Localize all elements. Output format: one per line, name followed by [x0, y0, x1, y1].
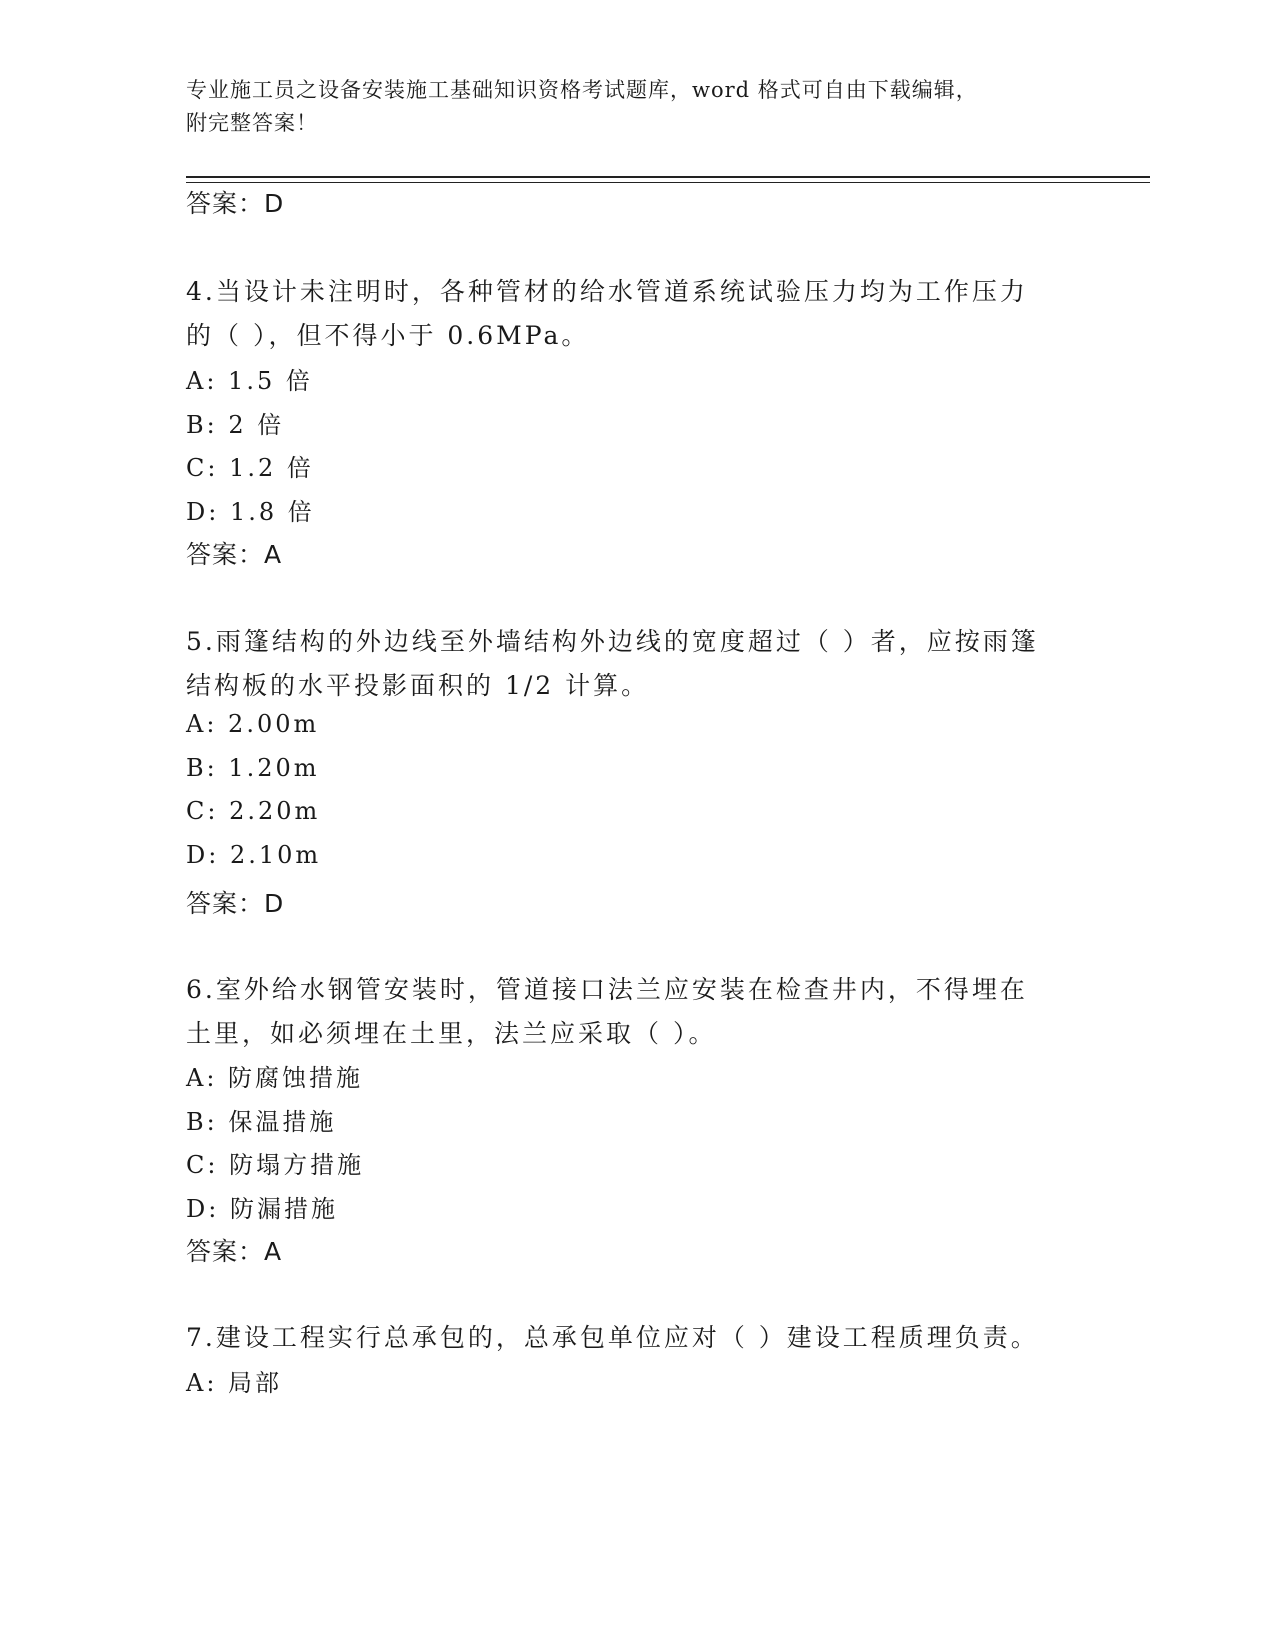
question-6-option-c: C: 防塌方措施: [186, 1151, 365, 1179]
question-4-answer: 答案：A: [186, 540, 283, 569]
question-4-option-c: C: 1.2 倍: [186, 454, 314, 482]
header-rule-thick: [186, 176, 1150, 178]
question-7-line-1: 7.建设工程实行总承包的，总承包单位应对（ ）建设工程质理负责。: [186, 1323, 1039, 1352]
answer-line: 答案：D: [186, 189, 285, 218]
question-5-line-1: 5.雨篷结构的外边线至外墙结构外边线的宽度超过（ ）者，应按雨篷: [186, 627, 1039, 656]
question-6-option-a: A: 防腐蚀措施: [186, 1064, 364, 1092]
question-6-option-b: B: 保温措施: [186, 1108, 337, 1136]
question-6-option-d: D: 防漏措施: [186, 1195, 338, 1223]
question-5-line-2: 结构板的水平投影面积的 1/2 计算。: [186, 671, 650, 700]
question-6-answer: 答案：A: [186, 1237, 283, 1266]
question-4-option-b: B: 2 倍: [186, 411, 285, 439]
question-7-option-a: A: 局部: [186, 1369, 283, 1397]
question-5-option-c: C: 2.20m: [186, 797, 321, 825]
question-4-line-1: 4.当设计未注明时，各种管材的给水管道系统试验压力均为工作压力: [186, 277, 1028, 306]
question-4-option-a: A: 1.5 倍: [186, 367, 313, 395]
header-line-1: 专业施工员之设备安装施工基础知识资格考试题库，word 格式可自由下载编辑，: [186, 78, 978, 102]
question-4-line-2: 的（ ），但不得小于 0.6MPa。: [186, 321, 590, 350]
question-6-line-2: 土里，如必须埋在土里，法兰应采取（ ）。: [186, 1019, 717, 1048]
header-rule-thin: [186, 182, 1150, 183]
question-5-option-b: B: 1.20m: [186, 754, 320, 782]
question-5-option-d: D: 2.10m: [186, 841, 322, 869]
question-6-line-1: 6.室外给水钢管安装时，管道接口法兰应安装在检查井内，不得埋在: [186, 975, 1028, 1004]
question-5-answer: 答案：D: [186, 889, 285, 918]
question-4-option-d: D: 1.8 倍: [186, 498, 315, 526]
header-line-2: 附完整答案！: [186, 111, 318, 135]
question-5-option-a: A: 2.00m: [186, 710, 320, 738]
document-header: [186, 74, 1086, 140]
